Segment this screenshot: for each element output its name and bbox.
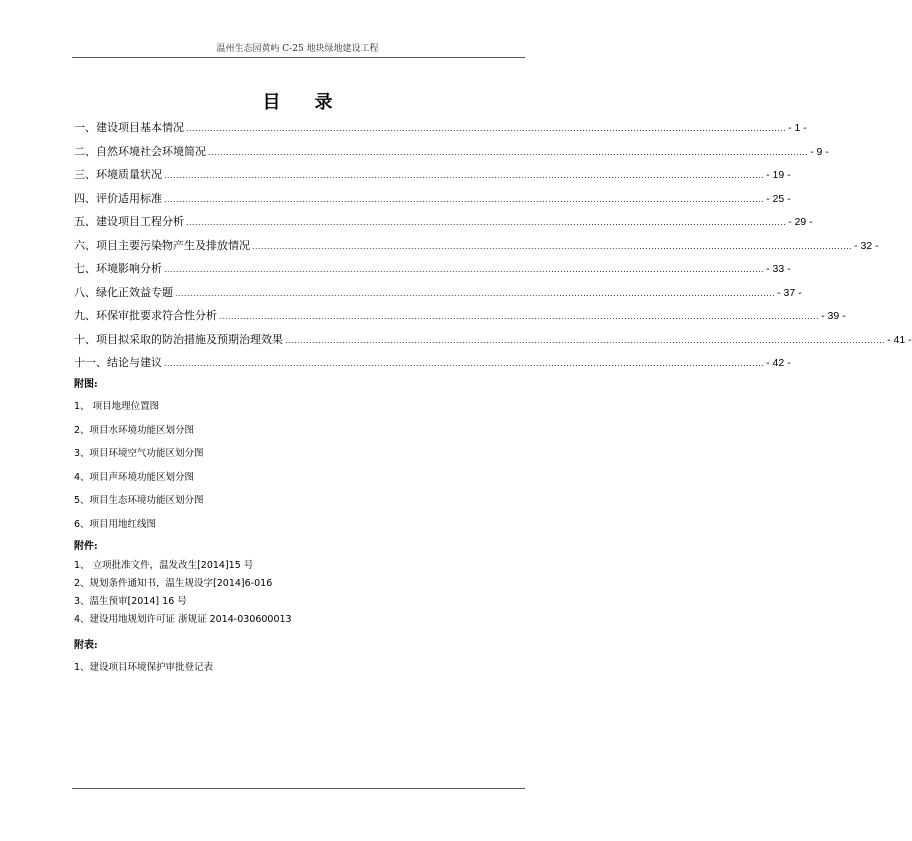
toc-page-number: - 25 - [766,192,791,205]
page-title: 目录 [262,92,367,113]
toc-leader-dots: ........................................................................................................................................................................................................ [285,334,886,345]
toc-leader-dots: ........................................................................................................................................................................................................ [164,193,765,204]
toc-label: 二、自然环境社会环境简况 [74,144,206,158]
toc-entry[interactable] [74,119,807,143]
toc-page-number: - 37 - [777,286,802,299]
toc-page-number: - 19 - [766,169,791,181]
toc-page-number: - 42 - [766,357,791,369]
figures-section [74,375,524,536]
toc-entry[interactable] [74,237,879,261]
table-of-contents [74,119,912,378]
attachment-item: 1、 立项批准文件，温发改生[2014]15 号 [74,560,254,571]
figure-item: 5、项目生态环境功能区划分图 [74,495,204,506]
toc-leader-dots: ........................................................................................................................................................................................................ [164,264,765,274]
attachment-item: 4、建设用地规划许可证 浙规证 2014-030600013 [74,614,292,625]
footer-rule [72,788,525,789]
toc-entry[interactable] [74,331,912,355]
toc-page-number: - 33 - [766,263,791,275]
running-header: 温州生态园黄屿 C-25 地块绿地建设工程 [216,44,379,54]
toc-label: 三、环境质量状况 [74,168,162,181]
toc-leader-dots: ........................................................................................................................................................................................................ [186,217,787,227]
toc-label: 十、项目拟采取的防治措施及预期治理效果 [74,332,283,346]
attachment-item: 3、温生预审[2014] 16 号 [74,596,187,607]
toc-entry[interactable] [74,190,791,214]
header-rule [72,57,525,58]
figure-item: 4、项目声环境功能区划分图 [74,471,195,483]
toc-label: 四、评价适用标准 [74,191,162,205]
toc-leader-dots: ........................................................................................................................................................................................................ [252,240,853,251]
figure-item: 2、项目水环境功能区划分图 [74,424,195,436]
toc-entry[interactable] [74,166,791,190]
toc-entry[interactable] [74,260,791,284]
toc-label: 八、绿化正效益专题 [74,285,173,299]
toc-entry[interactable] [74,307,846,331]
toc-label: 九、环保审批要求符合性分析 [74,309,217,322]
toc-page-number: - 29 - [788,216,813,228]
figures-heading: 附图: [74,379,98,390]
toc-label: 六、项目主要污染物产生及排放情况 [74,238,250,252]
table-item: 1、建设项目环境保护审批登记表 [74,662,214,673]
attachments-section [74,537,524,629]
attachments-heading: 附件: [74,541,98,552]
figure-item: 6、项目用地红线图 [74,518,157,530]
toc-entry[interactable] [74,284,802,308]
toc-page-number: - 1 - [788,122,807,134]
toc-leader-dots: ........................................................................................................................................................................................................ [208,146,809,157]
tables-section [74,636,524,680]
toc-label: 七、环境影响分析 [74,262,162,275]
toc-entry[interactable] [74,213,813,237]
toc-entry[interactable] [74,143,829,167]
toc-leader-dots: ........................................................................................................................................................................................................ [164,170,765,180]
toc-page-number: - 9 - [810,145,829,158]
toc-leader-dots: ........................................................................................................................................................................................................ [175,287,776,298]
toc-page-number: - 32 - [854,239,879,252]
figure-item: 1、 项目地理位置图 [74,401,160,412]
toc-leader-dots: ........................................................................................................................................................................................................ [164,358,765,368]
toc-label: 十一、结论与建议 [74,356,162,369]
toc-label: 一、建设项目基本情况 [74,121,184,134]
toc-entry[interactable] [74,354,791,378]
attachment-item: 2、规划条件通知书，温生规设字[2014]6-016 [74,578,273,589]
tables-heading: 附表: [74,640,98,651]
toc-page-number: - 39 - [821,310,846,322]
toc-leader-dots: ........................................................................................................................................................................................................ [186,123,787,133]
toc-label: 五、建设项目工程分析 [74,215,184,228]
toc-leader-dots: ........................................................................................................................................................................................................ [219,311,820,321]
figure-item: 3、项目环境空气功能区划分图 [74,448,204,459]
toc-page-number: - 41 - [887,333,912,346]
